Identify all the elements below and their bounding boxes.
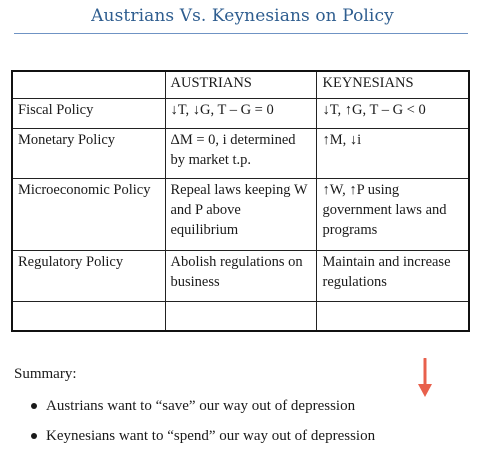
keynesian-cell: ↓T, ↑G, T – G < 0: [317, 98, 469, 128]
table-row-monetary: [12, 128, 469, 178]
keynesian-cell: ↑M, ↓i: [317, 128, 469, 178]
bullet-icon: [31, 433, 37, 439]
row-label: Monetary Policy: [12, 128, 165, 178]
austrian-cell: ↓T, ↓G, T – G = 0: [165, 98, 317, 128]
arrow-down-icon: [418, 358, 432, 398]
bullet-text: Austrians want to “save” our way out of depression: [46, 398, 356, 414]
austrian-cell: Repeal laws keeping W and P above equilibrium: [165, 178, 317, 250]
summary-label: Summary:: [14, 366, 77, 382]
table-row-regulatory: [12, 250, 469, 301]
list-item: [18, 396, 375, 416]
title-underline: [14, 33, 468, 34]
header-cell-empty: [12, 71, 165, 98]
summary-bullet-list: [18, 396, 375, 453]
austrian-cell: ΔM = 0, i determined by market t.p.: [165, 128, 317, 178]
policy-comparison-table: [11, 70, 470, 332]
keynesian-cell: Maintain and increase regulations: [317, 250, 469, 301]
row-label: Microeconomic Policy: [12, 178, 165, 250]
austrian-cell: Abolish regulations on business: [165, 250, 317, 301]
table-header-row: [12, 71, 469, 98]
bullet-text: Keynesians want to “spend” our way out of depression: [46, 428, 376, 444]
document-title: Austrians Vs. Keynesians on Policy: [91, 6, 394, 26]
list-item: [18, 426, 375, 446]
keynesian-cell: [317, 301, 469, 331]
row-label: Fiscal Policy: [12, 98, 165, 128]
austrian-cell: [165, 301, 317, 331]
table-row-microeconomic: [12, 178, 469, 250]
arrow-head: [418, 384, 432, 397]
row-label: [12, 301, 165, 331]
bullet-icon: [31, 403, 37, 409]
row-label: Regulatory Policy: [12, 250, 165, 301]
header-cell-austrians: AUSTRIANS: [165, 71, 317, 98]
header-cell-keynesians: KEYNESIANS: [317, 71, 469, 98]
table-row-fiscal: [12, 98, 469, 128]
keynesian-cell: ↑W, ↑P using government laws and programs: [317, 178, 469, 250]
table-row-empty: [12, 301, 469, 331]
